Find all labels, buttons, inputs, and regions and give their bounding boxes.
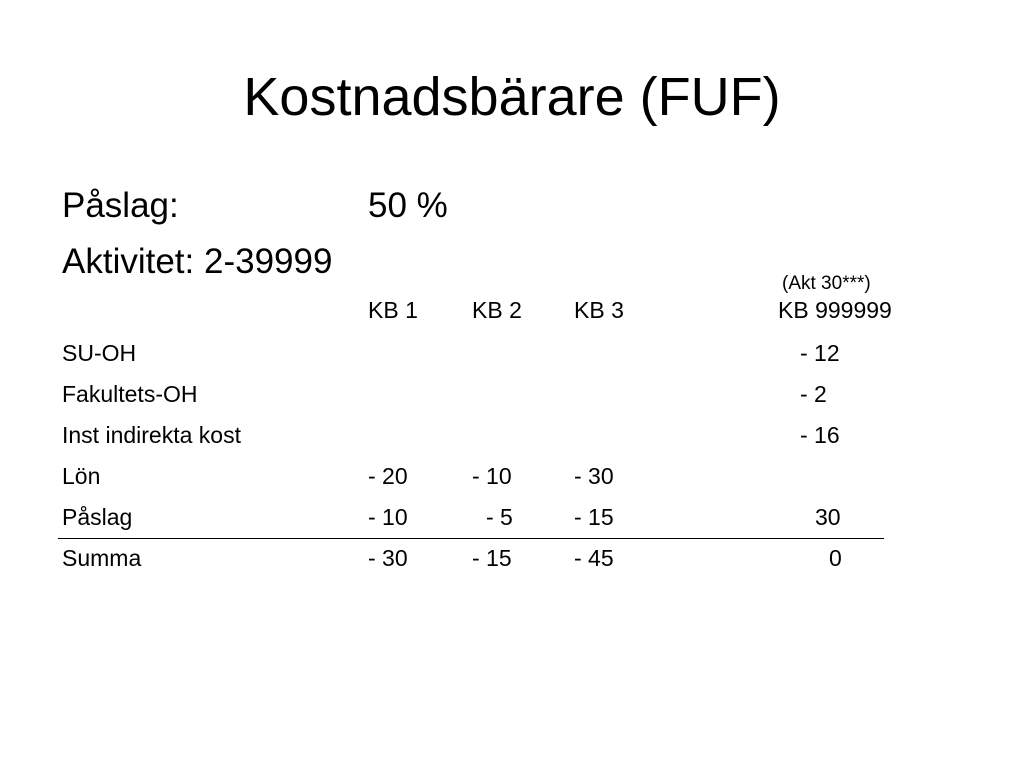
column-header-kb999999: KB 999999: [778, 297, 892, 323]
row-label-lon: Lön: [62, 463, 101, 489]
aktivitet-line: Aktivitet: 2-39999: [62, 242, 333, 281]
row-label-summa: Summa: [62, 545, 142, 571]
cell-summa-kb3: - 45: [574, 545, 614, 571]
row-label-paslag: Påslag: [62, 504, 133, 530]
cell-summa-kb2: - 15: [472, 545, 512, 571]
column-header-kb2: KB 2: [472, 297, 522, 323]
cell-lon-kb2: - 10: [472, 463, 512, 489]
paslag-label: Påslag:: [62, 186, 179, 225]
row-label-fakultets-oh: Fakultets-OH: [62, 381, 198, 407]
row-label-su-oh: SU-OH: [62, 340, 137, 366]
slide-title: Kostnadsbärare (FUF): [243, 67, 781, 127]
column-header-kb1: KB 1: [368, 297, 418, 323]
column-header-kb3: KB 3: [574, 297, 624, 323]
cell-fakultets-oh-kb999999: - 2: [800, 381, 827, 407]
paslag-value: 50 %: [368, 186, 448, 225]
row-label-inst-indirekta-kost: Inst indirekta kost: [62, 422, 241, 448]
akt-note: (Akt 30***): [782, 273, 871, 294]
cell-paslag-kb999999: 30: [815, 504, 841, 530]
cell-inst-indirekta-kost-kb999999: - 16: [800, 422, 840, 448]
cell-su-oh-kb999999: - 12: [800, 340, 840, 366]
cell-summa-kb999999: 0: [829, 545, 842, 571]
cell-lon-kb3: - 30: [574, 463, 614, 489]
cell-paslag-kb1: - 10: [368, 504, 408, 530]
sum-divider-line: [58, 538, 884, 539]
cell-paslag-kb3: - 15: [574, 504, 614, 530]
cell-lon-kb1: - 20: [368, 463, 408, 489]
cell-summa-kb1: - 30: [368, 545, 408, 571]
cell-paslag-kb2: - 5: [486, 504, 513, 530]
